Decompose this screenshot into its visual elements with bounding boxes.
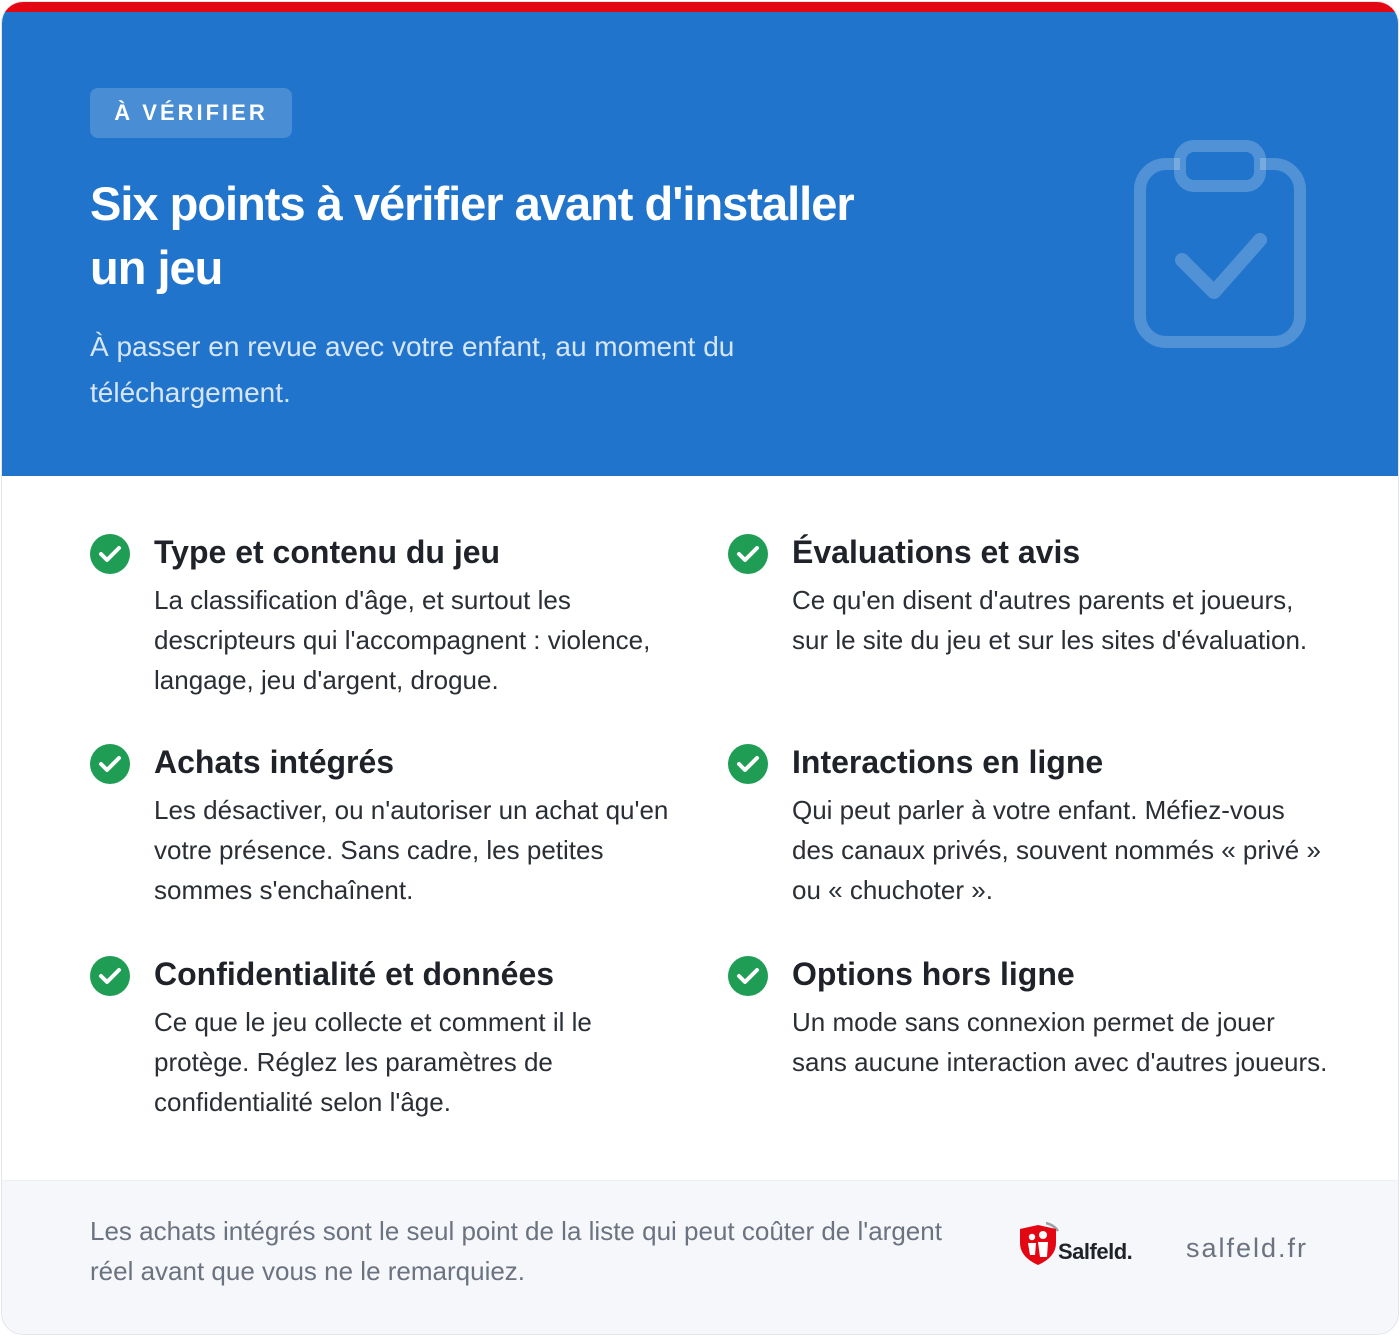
- check-circle-icon: [90, 534, 130, 574]
- item-description: Qui peut parler à votre enfant. Méfiez-vous des canaux privés, souvent nommés « privé » ou « chuchoter ».: [792, 795, 1321, 905]
- item-description: La classification d'âge, et surtout les descripteurs qui l'accompagnent : violence, langage, jeu d'argent, drogue.: [154, 585, 651, 695]
- footer-note: Les achats intégrés sont le seul point de la liste qui peut coûter de l'argent réel avant que vous ne le remarquiez.: [90, 1216, 942, 1286]
- check-circle-icon: [90, 744, 130, 784]
- checklist-card: [1, 1, 1399, 1335]
- title-line-2: un jeu: [90, 241, 223, 294]
- item-title: Achats intégrés: [154, 744, 395, 780]
- brand-name: Salfeld.: [1058, 1239, 1133, 1264]
- check-circle-icon: [728, 534, 768, 574]
- check-circle-icon: [90, 956, 130, 996]
- check-circle-icon: [728, 744, 768, 784]
- clipboard-check-icon: [1132, 140, 1308, 350]
- item-description: Les désactiver, ou n'autoriser un achat qu'en votre présence. Sans cadre, les petites sommes s'enchaînent.: [154, 795, 669, 905]
- website-link[interactable]: salfeld.fr: [1186, 1233, 1309, 1263]
- title-line-1: Six points à vérifier avant d'installer: [90, 177, 854, 230]
- shield-logo-icon: [1016, 1219, 1060, 1269]
- top-accent-bar: [2, 2, 1398, 12]
- item-title: Confidentialité et données: [154, 956, 555, 992]
- page-subtitle: À passer en revue avec votre enfant, au moment du téléchargement.: [90, 331, 735, 408]
- item-description: Un mode sans connexion permet de jouer sans aucune interaction avec d'autres joueurs.: [792, 1007, 1328, 1077]
- item-title: Interactions en ligne: [792, 744, 1104, 780]
- item-description: Ce qu'en disent d'autres parents et joueurs, sur le site du jeu et sur les sites d'évaluation.: [792, 585, 1308, 655]
- page-title: [90, 172, 990, 300]
- header-banner: [2, 12, 1398, 476]
- category-badge: À VÉRIFIER: [90, 88, 292, 138]
- check-circle-icon: [728, 956, 768, 996]
- footer: [2, 1180, 1398, 1335]
- item-title: Type et contenu du jeu: [154, 534, 501, 570]
- brand-logo: [1016, 1219, 1156, 1269]
- item-title: Options hors ligne: [792, 956, 1075, 992]
- item-description: Ce que le jeu collecte et comment il le protège. Réglez les paramètres de confidentialité selon l'âge.: [154, 1007, 592, 1117]
- item-title: Évaluations et avis: [792, 534, 1081, 570]
